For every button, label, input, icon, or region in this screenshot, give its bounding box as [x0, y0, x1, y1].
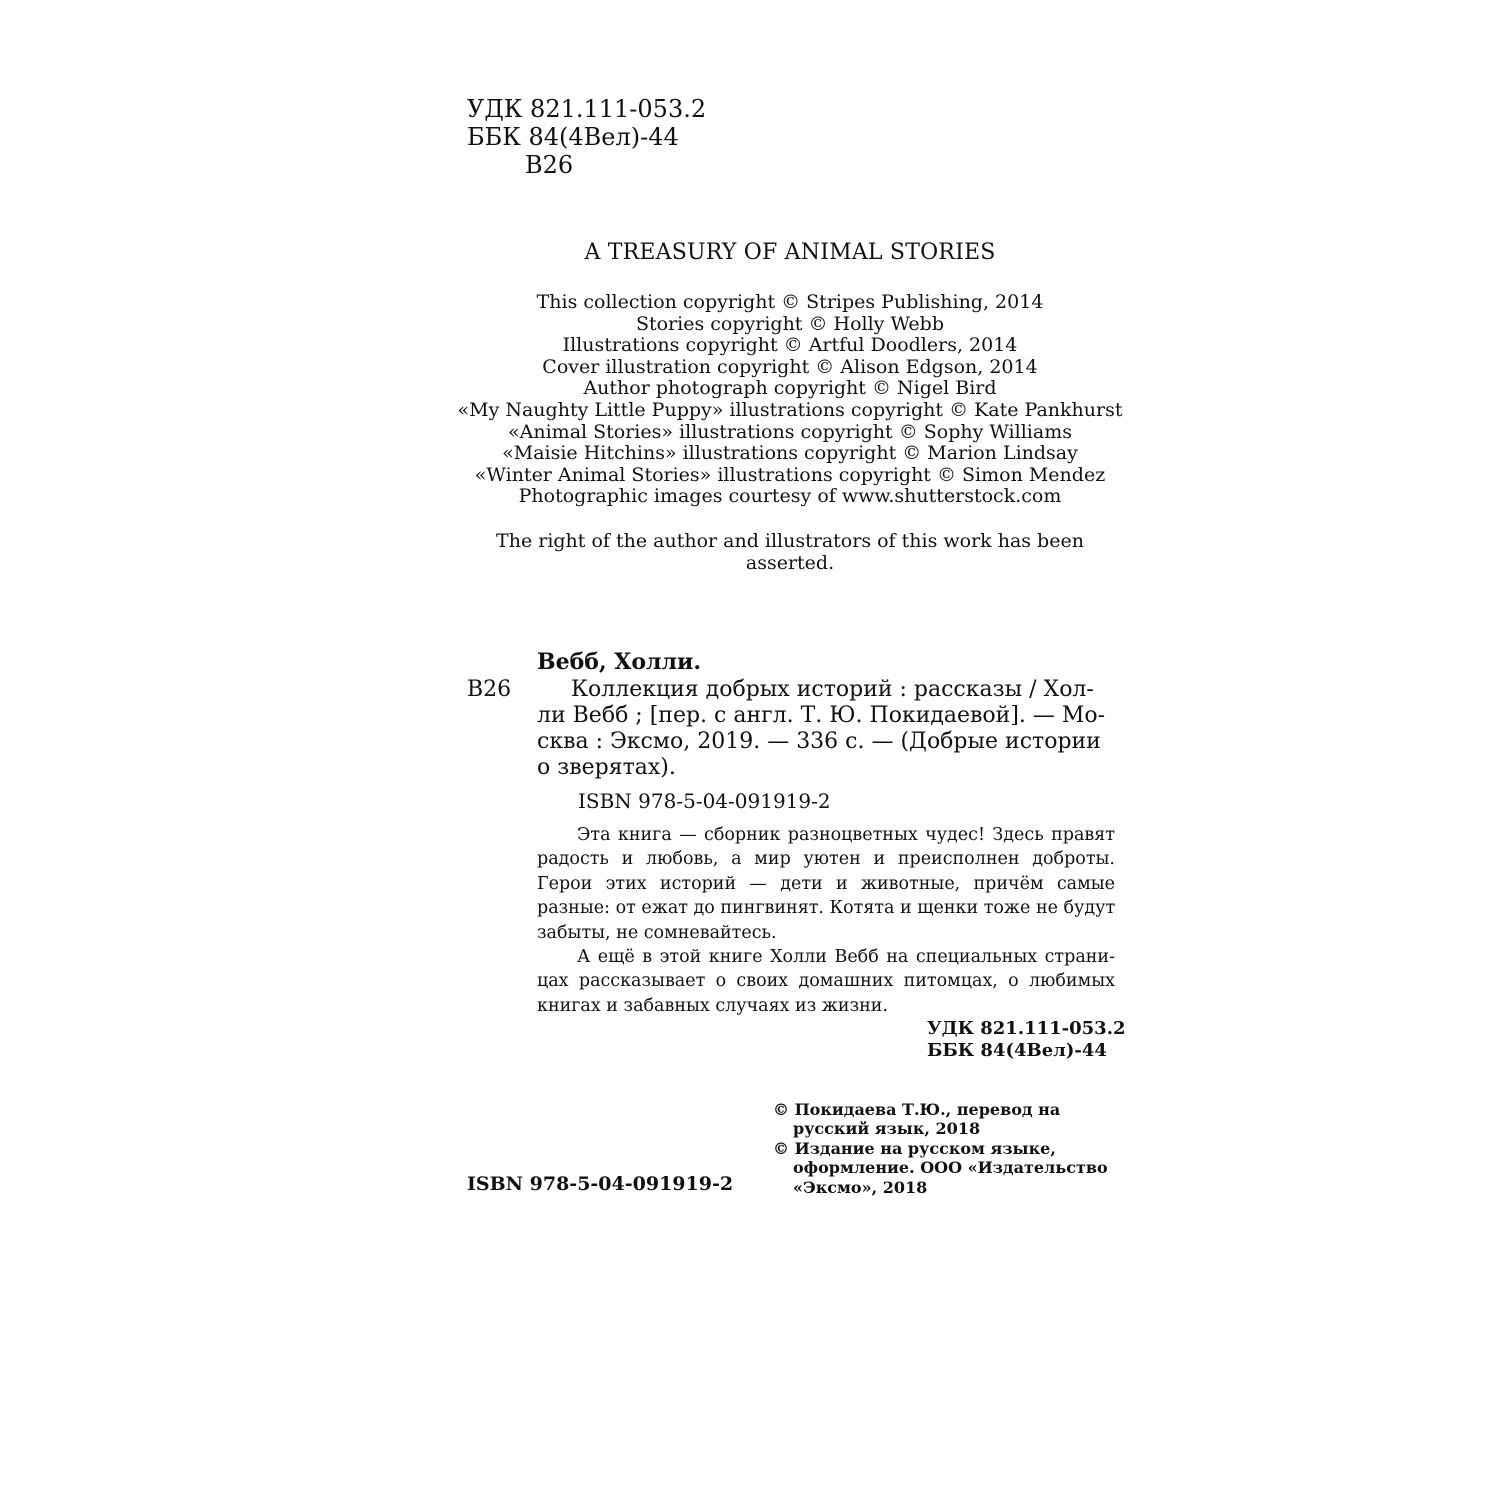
entry-line: о зверятах). — [537, 755, 676, 780]
annotation — [537, 823, 1115, 1018]
isbn-bottom: ISBN 978-5-04-091919-2 — [467, 1173, 734, 1195]
rights-statement — [0, 531, 1500, 574]
catalog-entry — [537, 677, 1115, 781]
copyright-line: «My Naughty Little Puppy» illustrations copyright © Kate Pankhurst — [457, 398, 1123, 421]
annotation-line: Герои этих историй — дети и животные, причём самые — [537, 873, 1115, 894]
copyright-line: This collection copyright © Stripes Publishing, 2014 — [536, 291, 1044, 313]
bbk-code: ББК 84(4Вел)-44 — [467, 123, 679, 151]
ru-copyright-line: «Эксмо», 2018 — [793, 1177, 928, 1197]
annotation-line: цах рассказывает о своих домашних питомцах, о любимых — [537, 971, 1115, 992]
rights-line: asserted. — [745, 551, 835, 574]
catalog-classification — [927, 1018, 1126, 1062]
entry-line: сква : Эксмо, 2019. — 336 с. — (Добрые истории — [537, 729, 1101, 754]
copyright-line: «Winter Animal Stories» illustrations copyright © Simon Mendez — [474, 463, 1106, 486]
entry-line: Коллекция добрых историй : рассказы / Хол- — [571, 677, 1094, 702]
catalog-author: Вебб, Холли. — [537, 649, 702, 675]
annotation-line: книгах и забавных случаях из жизни. — [537, 995, 889, 1016]
copyright-block — [0, 292, 1500, 508]
copyright-line: Author photograph copyright © Nigel Bird — [583, 377, 997, 400]
copyright-line: Photographic images courtesy of www.shutterstock.com — [518, 485, 1062, 508]
top-classification — [467, 95, 706, 179]
ru-copyright-line: оформление. ООО «Издательство — [793, 1158, 1108, 1178]
entry-line: ли Вебб ; [пер. с англ. Т. Ю. Покидаевой]. — Мо- — [537, 703, 1106, 728]
catalog-isbn: ISBN 978-5-04-091919-2 — [578, 789, 831, 813]
catalog-bbk: ББК 84(4Вел)-44 — [927, 1040, 1107, 1061]
ru-copyright-line: © Покидаева Т.Ю., перевод на — [773, 1100, 1061, 1119]
copyright-line: Cover illustration copyright © Alison Edgson, 2014 — [542, 355, 1038, 378]
russian-copyright — [773, 1100, 1108, 1197]
annotation-line: А ещё в этой книге Холли Вебб на специальных страни- — [577, 947, 1115, 968]
copyright-line: «Maisie Hitchins» illustrations copyright © Marion Lindsay — [502, 442, 1078, 465]
author-sign: В26 — [525, 151, 574, 179]
udk-code: УДК 821.111-053.2 — [467, 95, 707, 123]
ru-copyright-line: русский язык, 2018 — [793, 1119, 981, 1139]
annotation-line: радость и любовь, а мир уютен и преисполнен доброты. — [537, 849, 1115, 870]
catalog-author-sign: В26 — [467, 677, 512, 702]
annotation-line: забыты, не сомневайтесь. — [537, 922, 777, 943]
rights-line: The right of the author and illustrators of this work has been — [496, 530, 1084, 552]
catalog-udk: УДК 821.111-053.2 — [927, 1018, 1126, 1039]
annotation-line: разные: от ежат до пингвинят. Котята и щенки тоже не будут — [537, 898, 1116, 919]
original-title: A TREASURY OF ANIMAL STORIES — [584, 240, 996, 265]
copyright-line: Stories copyright © Holly Webb — [635, 312, 945, 335]
ru-copyright-line: © Издание на русском языке, — [773, 1138, 1056, 1158]
annotation-line: Эта книга — сборник разноцветных чудес! Здесь правят — [577, 825, 1115, 845]
copyright-line: «Animal Stories» illustrations copyright © Sophy Williams — [508, 420, 1072, 443]
copyright-line: Illustrations copyright © Artful Doodlers, 2014 — [562, 334, 1018, 357]
